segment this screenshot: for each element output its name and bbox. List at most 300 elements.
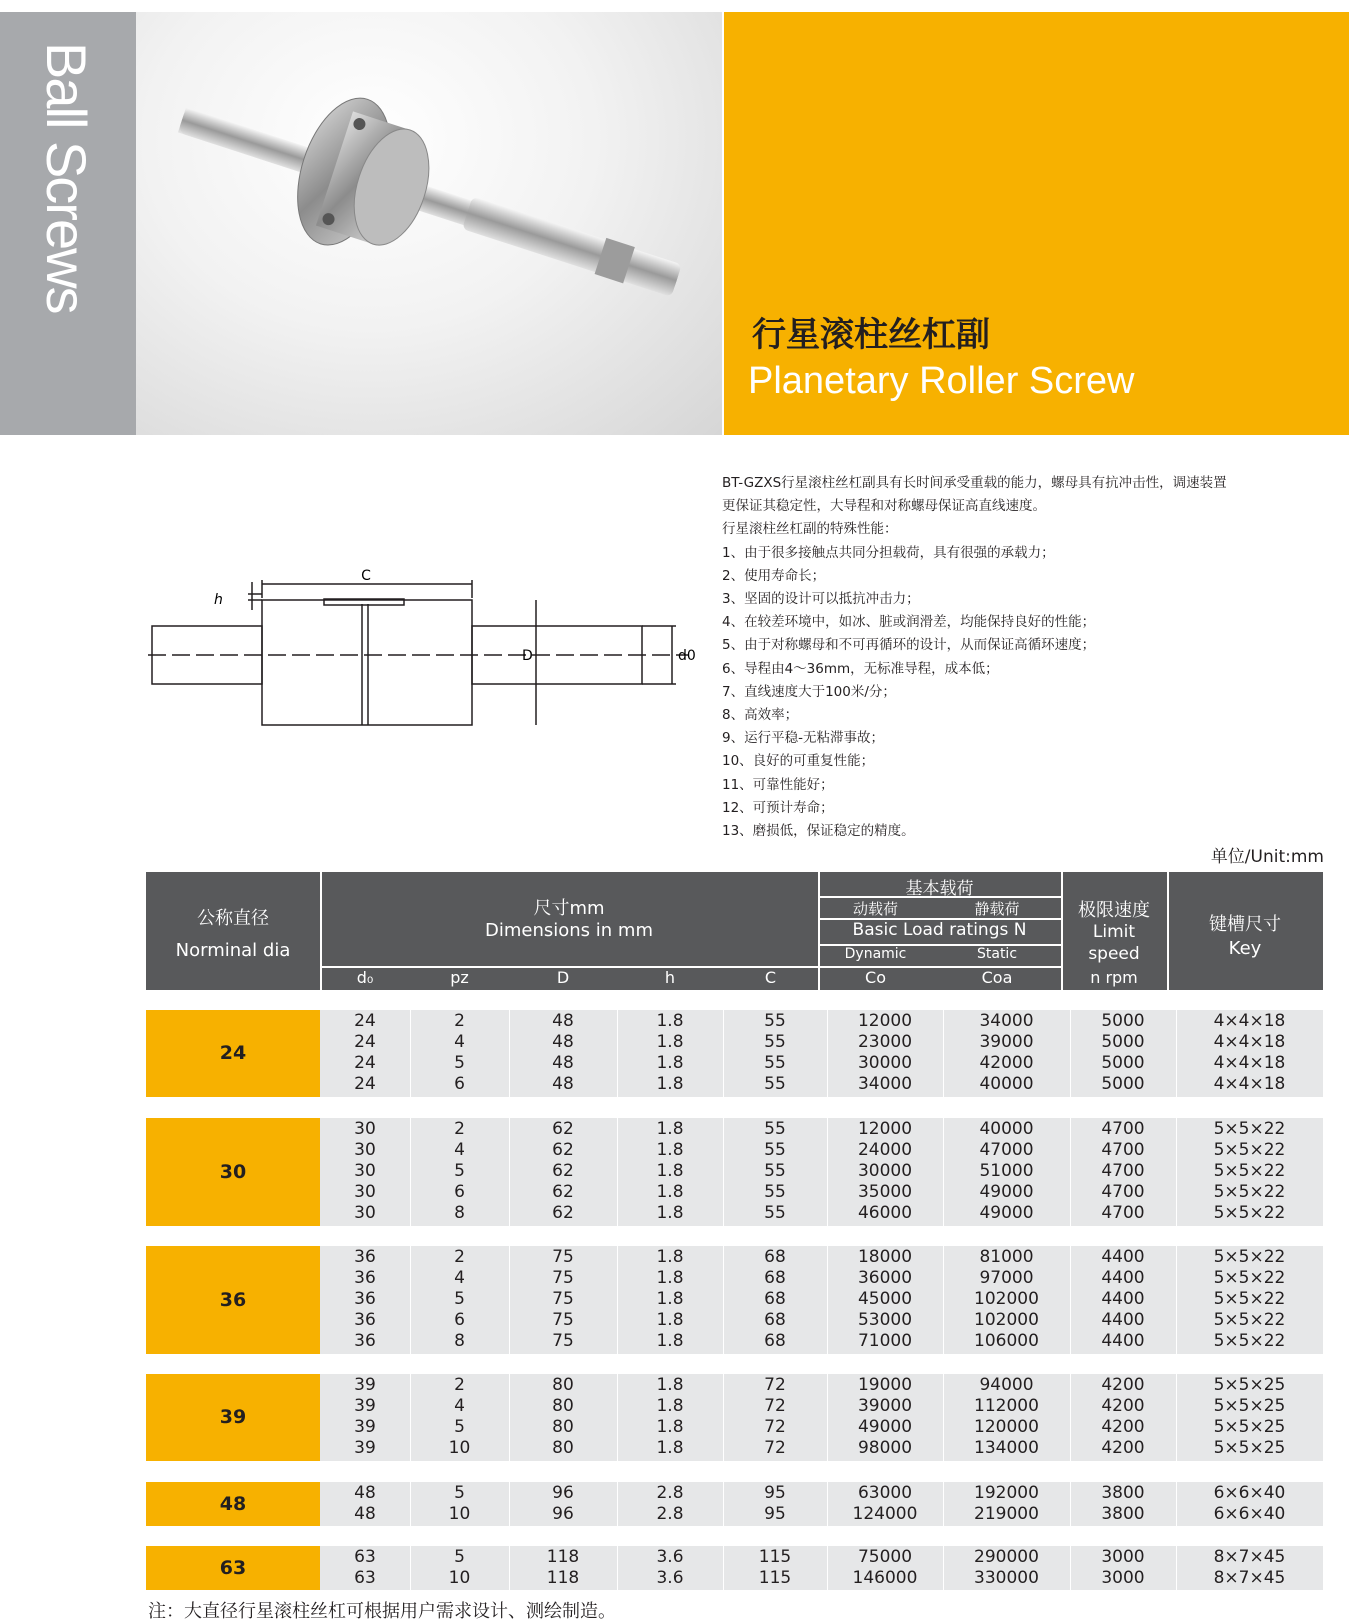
table-cell: 4 xyxy=(454,1139,465,1160)
table-row xyxy=(320,1288,1323,1309)
table-cell: 24 xyxy=(354,1031,376,1052)
column-divider xyxy=(410,1010,411,1097)
dim-label-h: h xyxy=(214,592,223,608)
table-cell: 290000 xyxy=(974,1546,1039,1567)
table-row xyxy=(320,1052,1323,1073)
table-cell: 51000 xyxy=(979,1160,1034,1181)
table-cell: 5000 xyxy=(1101,1074,1145,1095)
header-col-d0: d₀ xyxy=(356,968,374,987)
table-cell: 192000 xyxy=(974,1482,1039,1503)
column-divider xyxy=(410,1246,411,1354)
table-cell: 2 xyxy=(454,1246,465,1267)
dim-label-D: D xyxy=(522,648,533,664)
table-cell: 36 xyxy=(354,1288,376,1309)
header-col-Coa: Coa xyxy=(981,968,1013,987)
table-cell: 81000 xyxy=(979,1246,1034,1267)
table-row xyxy=(320,1310,1323,1331)
table-cell: 4400 xyxy=(1101,1267,1145,1288)
header-speed-en2: speed xyxy=(1088,944,1140,964)
column-divider xyxy=(943,1482,944,1526)
table-cell: 4200 xyxy=(1101,1395,1145,1416)
dim-label-d0: d0 xyxy=(678,648,696,664)
table-cell: 36 xyxy=(354,1246,376,1267)
table-cell: 30 xyxy=(354,1203,376,1224)
table-cell: 4400 xyxy=(1101,1288,1145,1309)
table-cell: 63 xyxy=(354,1567,376,1588)
table-cell: 62 xyxy=(552,1139,574,1160)
column-divider xyxy=(943,1010,944,1097)
column-divider xyxy=(1070,1118,1071,1226)
table-row xyxy=(320,1246,1323,1267)
column-divider xyxy=(617,1546,618,1590)
table-cell: 68 xyxy=(764,1246,786,1267)
table-cell: 1.8 xyxy=(656,1267,684,1288)
table-cell: 3.6 xyxy=(656,1546,684,1567)
table-group xyxy=(146,1010,1323,1097)
table-cell: 8×7×45 xyxy=(1213,1567,1286,1588)
column-divider xyxy=(1176,1118,1177,1226)
table-cell: 55 xyxy=(764,1139,786,1160)
header-key-cn: 键槽尺寸 xyxy=(1209,914,1281,935)
table-cell: 1.8 xyxy=(656,1246,684,1267)
table-cell: 24 xyxy=(354,1074,376,1095)
table-cell: 1.8 xyxy=(656,1010,684,1031)
table-cell: 5 xyxy=(454,1288,465,1309)
header-speed-cn: 极限速度 xyxy=(1078,900,1150,921)
table-cell: 5×5×22 xyxy=(1213,1267,1286,1288)
table-cell: 219000 xyxy=(974,1503,1039,1524)
table-row xyxy=(320,1438,1323,1459)
table-cell: 39 xyxy=(354,1395,376,1416)
description-line: 8、高效率； xyxy=(722,707,799,724)
table-cell: 5×5×22 xyxy=(1213,1246,1286,1267)
description-line: 11、可靠性能好； xyxy=(722,776,834,793)
table-cell: 30 xyxy=(354,1182,376,1203)
table-cell: 6×6×40 xyxy=(1213,1503,1286,1524)
table-cell: 118 xyxy=(546,1546,580,1567)
dimension-diagram xyxy=(148,568,708,740)
table-cell: 3800 xyxy=(1101,1503,1145,1524)
table-group xyxy=(146,1246,1323,1354)
table-cell: 95 xyxy=(764,1503,786,1524)
column-divider xyxy=(1176,1010,1177,1097)
table-cell: 23000 xyxy=(857,1031,913,1052)
table-cell: 36000 xyxy=(857,1267,913,1288)
table-cell: 95 xyxy=(764,1482,786,1503)
table-cell: 112000 xyxy=(974,1395,1039,1416)
table-cell: 115 xyxy=(758,1546,792,1567)
table-cell: 55 xyxy=(764,1052,786,1073)
table-cell: 2.8 xyxy=(656,1503,684,1524)
table-cell: 134000 xyxy=(974,1438,1039,1459)
column-divider xyxy=(943,1118,944,1226)
table-cell: 5 xyxy=(454,1052,465,1073)
description-line: 2、使用寿命长； xyxy=(722,567,826,584)
feature-description xyxy=(722,472,1352,843)
column-divider xyxy=(1070,1010,1071,1097)
table-cell: 68 xyxy=(764,1267,786,1288)
table-cell: 12000 xyxy=(857,1010,913,1031)
column-divider xyxy=(617,1374,618,1461)
header-speed-en1: Limit xyxy=(1092,922,1136,942)
table-cell: 3.6 xyxy=(656,1567,684,1588)
column-divider xyxy=(1070,1246,1071,1354)
column-divider xyxy=(509,1118,510,1226)
table-cell: 24 xyxy=(354,1052,376,1073)
column-divider xyxy=(723,1546,724,1590)
table-cell: 48 xyxy=(552,1010,574,1031)
description-line: 9、运行平稳-无粘滞事故； xyxy=(722,730,884,747)
table-group-rows xyxy=(320,1482,1323,1526)
table-cell: 106000 xyxy=(974,1331,1039,1352)
column-divider xyxy=(723,1374,724,1461)
table-row xyxy=(320,1267,1323,1288)
table-cell: 2.8 xyxy=(656,1482,684,1503)
table-cell: 118 xyxy=(546,1567,580,1588)
table-cell: 1.8 xyxy=(656,1160,684,1181)
header-dims-en: Dimensions in mm xyxy=(485,920,653,941)
column-divider xyxy=(943,1246,944,1354)
column-divider xyxy=(1070,1546,1071,1590)
column-divider xyxy=(827,1118,828,1226)
table-cell: 68 xyxy=(764,1310,786,1331)
table-cell: 4×4×18 xyxy=(1213,1031,1286,1052)
table-cell: 55 xyxy=(764,1118,786,1139)
table-cell: 40000 xyxy=(979,1118,1034,1139)
table-cell: 34000 xyxy=(979,1010,1034,1031)
table-cell: 19000 xyxy=(857,1374,913,1395)
table-cell: 5×5×22 xyxy=(1213,1160,1286,1181)
column-divider xyxy=(410,1374,411,1461)
product-title-panel xyxy=(724,12,1349,435)
table-cell: 34000 xyxy=(857,1074,913,1095)
header-dynamic-en: Dynamic xyxy=(844,946,907,962)
column-divider xyxy=(1176,1546,1177,1590)
table-cell: 4400 xyxy=(1101,1310,1145,1331)
header-static-cn: 静载荷 xyxy=(974,900,1020,918)
table-cell: 5 xyxy=(454,1546,465,1567)
table-cell: 96 xyxy=(552,1482,574,1503)
footnote: 注：大直径行星滚柱丝杠可根据用户需求设计、测绘制造。 xyxy=(148,1601,616,1622)
description-line: 12、可预计寿命； xyxy=(722,799,834,816)
table-group-rows xyxy=(320,1010,1323,1097)
nominal-dia-cell: 63 xyxy=(146,1546,320,1590)
table-cell: 6 xyxy=(454,1310,465,1331)
column-divider xyxy=(1070,1374,1071,1461)
table-cell: 102000 xyxy=(974,1310,1039,1331)
table-group-rows xyxy=(320,1546,1323,1590)
table-cell: 35000 xyxy=(857,1182,913,1203)
header-col-D: D xyxy=(556,968,570,987)
table-cell: 10 xyxy=(448,1567,471,1588)
header-load-en: Basic Load ratings N xyxy=(852,920,1027,940)
table-cell: 4200 xyxy=(1101,1438,1145,1459)
column-divider xyxy=(410,1118,411,1226)
table-cell: 75 xyxy=(552,1246,574,1267)
table-cell: 98000 xyxy=(857,1438,913,1459)
description-line: 行星滚柱丝杠副的特殊性能： xyxy=(722,521,898,538)
table-cell: 42000 xyxy=(979,1052,1034,1073)
description-line: 1、由于很多接触点共同分担载荷，具有很强的承载力； xyxy=(722,544,1055,561)
table-cell: 3000 xyxy=(1101,1567,1145,1588)
table-group-rows xyxy=(320,1118,1323,1226)
table-cell: 55 xyxy=(764,1182,786,1203)
section-tab-label: Ball Screws xyxy=(35,42,98,313)
table-cell: 4700 xyxy=(1101,1118,1145,1139)
table-cell: 45000 xyxy=(857,1288,913,1309)
table-cell: 1.8 xyxy=(656,1031,684,1052)
table-cell: 53000 xyxy=(857,1310,913,1331)
table-cell: 24000 xyxy=(857,1139,913,1160)
table-group-rows xyxy=(320,1246,1323,1354)
table-cell: 8×7×45 xyxy=(1213,1546,1286,1567)
column-divider xyxy=(827,1010,828,1097)
table-cell: 5×5×22 xyxy=(1213,1288,1286,1309)
table-cell: 1.8 xyxy=(656,1139,684,1160)
table-cell: 39000 xyxy=(979,1031,1034,1052)
table-cell: 24 xyxy=(354,1010,376,1031)
header-col-C: C xyxy=(764,968,777,987)
column-divider xyxy=(410,1546,411,1590)
table-cell: 5×5×25 xyxy=(1213,1374,1286,1395)
column-divider xyxy=(617,1118,618,1226)
table-row xyxy=(320,1074,1323,1095)
column-divider xyxy=(617,1246,618,1354)
nominal-dia-cell: 39 xyxy=(146,1374,320,1461)
description-line: 更保证其稳定性，大导程和对称螺母保证高直线速度。 xyxy=(722,498,1046,515)
table-cell: 72 xyxy=(764,1416,786,1437)
column-divider xyxy=(827,1546,828,1590)
nut-section-drawing xyxy=(148,568,708,740)
table-cell: 62 xyxy=(552,1182,574,1203)
header-key-en: Key xyxy=(1228,938,1262,959)
table-cell: 48 xyxy=(354,1503,376,1524)
table-row xyxy=(320,1118,1323,1139)
product-title-cn: 行星滚柱丝杠副 xyxy=(752,315,990,355)
header-load-cn: 基本载荷 xyxy=(905,879,974,899)
dim-label-c: C xyxy=(361,568,371,584)
header-col-Co: Co xyxy=(865,968,886,987)
table-header xyxy=(146,872,1323,990)
table-cell: 63000 xyxy=(857,1482,913,1503)
column-divider xyxy=(509,1546,510,1590)
table-cell: 5000 xyxy=(1101,1010,1145,1031)
column-divider xyxy=(1176,1374,1177,1461)
table-cell: 3000 xyxy=(1101,1546,1145,1567)
table-cell: 4700 xyxy=(1101,1203,1145,1224)
table-row xyxy=(320,1546,1323,1567)
table-cell: 55 xyxy=(764,1074,786,1095)
table-row xyxy=(320,1482,1323,1503)
table-group xyxy=(146,1374,1323,1461)
table-cell: 36 xyxy=(354,1331,376,1352)
product-photo xyxy=(136,12,722,435)
header-col-pz: pz xyxy=(450,968,469,987)
nominal-dia-cell: 36 xyxy=(146,1246,320,1354)
column-divider xyxy=(410,1482,411,1526)
table-row xyxy=(320,1395,1323,1416)
table-row xyxy=(320,1203,1323,1224)
table-cell: 55 xyxy=(764,1160,786,1181)
column-divider xyxy=(509,1374,510,1461)
table-cell: 2 xyxy=(454,1374,465,1395)
table-cell: 4×4×18 xyxy=(1213,1052,1286,1073)
table-cell: 1.8 xyxy=(656,1074,684,1095)
table-cell: 5×5×22 xyxy=(1213,1203,1286,1224)
table-row xyxy=(320,1567,1323,1588)
table-cell: 48 xyxy=(552,1031,574,1052)
header-dynamic-cn: 动载荷 xyxy=(852,900,898,918)
table-cell: 39000 xyxy=(857,1395,913,1416)
table-cell: 62 xyxy=(552,1118,574,1139)
table-cell: 75 xyxy=(552,1331,574,1352)
description-line: 5、由于对称螺母和不可再循环的设计，从而保证高循环速度； xyxy=(722,637,1096,654)
table-group xyxy=(146,1482,1323,1526)
table-cell: 1.8 xyxy=(656,1118,684,1139)
table-cell: 47000 xyxy=(979,1139,1034,1160)
column-divider xyxy=(617,1010,618,1097)
table-cell: 4 xyxy=(454,1267,465,1288)
table-cell: 4400 xyxy=(1101,1331,1145,1352)
description-line: 6、导程由4～36mm，无标准导程，成本低； xyxy=(722,660,999,677)
table-cell: 4200 xyxy=(1101,1416,1145,1437)
table-cell: 4700 xyxy=(1101,1139,1145,1160)
table-cell: 1.8 xyxy=(656,1310,684,1331)
table-cell: 4700 xyxy=(1101,1160,1145,1181)
column-divider xyxy=(723,1482,724,1526)
nominal-dia-cell: 30 xyxy=(146,1118,320,1226)
table-cell: 62 xyxy=(552,1203,574,1224)
column-divider xyxy=(827,1246,828,1354)
table-cell: 30 xyxy=(354,1118,376,1139)
header-speed-unit: n rpm xyxy=(1090,968,1138,987)
table-cell: 94000 xyxy=(979,1374,1034,1395)
table-cell: 5×5×22 xyxy=(1213,1310,1286,1331)
table-cell: 49000 xyxy=(979,1182,1034,1203)
table-cell: 49000 xyxy=(857,1416,913,1437)
table-cell: 5 xyxy=(454,1482,465,1503)
table-cell: 63 xyxy=(354,1546,376,1567)
table-cell: 1.8 xyxy=(656,1395,684,1416)
table-row xyxy=(320,1139,1323,1160)
header-col-h: h xyxy=(664,968,676,987)
table-cell: 5×5×25 xyxy=(1213,1416,1286,1437)
table-cell: 48 xyxy=(552,1052,574,1073)
column-divider xyxy=(827,1482,828,1526)
table-cell: 4×4×18 xyxy=(1213,1074,1286,1095)
table-cell: 1.8 xyxy=(656,1374,684,1395)
table-cell: 1.8 xyxy=(656,1416,684,1437)
table-cell: 8 xyxy=(454,1331,465,1352)
table-cell: 12000 xyxy=(857,1118,913,1139)
table-cell: 3800 xyxy=(1101,1482,1145,1503)
table-cell: 4 xyxy=(454,1395,465,1416)
header-static-en: Static xyxy=(976,946,1018,962)
table-cell: 5×5×25 xyxy=(1213,1438,1286,1459)
column-divider xyxy=(943,1546,944,1590)
column-divider xyxy=(509,1010,510,1097)
column-divider xyxy=(723,1010,724,1097)
unit-label: 单位/Unit:mm xyxy=(1210,847,1324,867)
table-cell: 55 xyxy=(764,1031,786,1052)
table-cell: 80 xyxy=(552,1395,574,1416)
description-line: BT-GZXS行星滚柱丝杠副具有长时间承受重载的能力，螺母具有抗冲击性，调速装置 xyxy=(722,475,1227,491)
table-cell: 46000 xyxy=(857,1203,913,1224)
table-cell: 80 xyxy=(552,1374,574,1395)
table-row xyxy=(320,1010,1323,1031)
table-cell: 30000 xyxy=(857,1160,913,1181)
table-cell: 6 xyxy=(454,1182,465,1203)
table-cell: 5000 xyxy=(1101,1052,1145,1073)
product-title-en: Planetary Roller Screw xyxy=(748,360,1135,402)
table-cell: 124000 xyxy=(852,1503,918,1524)
table-cell: 30 xyxy=(354,1160,376,1181)
table-cell: 102000 xyxy=(974,1288,1039,1309)
table-cell: 62 xyxy=(552,1160,574,1181)
table-cell: 115 xyxy=(758,1567,792,1588)
table-row xyxy=(320,1416,1323,1437)
table-cell: 72 xyxy=(764,1374,786,1395)
table-cell: 4200 xyxy=(1101,1374,1145,1395)
description-line: 10、良好的可重复性能； xyxy=(722,753,875,770)
column-divider xyxy=(617,1482,618,1526)
nominal-dia-cell: 24 xyxy=(146,1010,320,1097)
table-cell: 5×5×22 xyxy=(1213,1139,1286,1160)
table-cell: 1.8 xyxy=(656,1203,684,1224)
table-cell: 10 xyxy=(448,1438,471,1459)
table-cell: 2 xyxy=(454,1010,465,1031)
table-cell: 146000 xyxy=(852,1567,918,1588)
table-cell: 1.8 xyxy=(656,1438,684,1459)
column-divider xyxy=(827,1374,828,1461)
table-cell: 5×5×25 xyxy=(1213,1395,1286,1416)
table-cell: 75 xyxy=(552,1288,574,1309)
table-cell: 48 xyxy=(354,1482,376,1503)
table-cell: 6 xyxy=(454,1074,465,1095)
table-cell: 97000 xyxy=(979,1267,1034,1288)
table-cell: 30 xyxy=(354,1139,376,1160)
table-cell: 4 xyxy=(454,1031,465,1052)
table-group xyxy=(146,1546,1323,1590)
header-nominal-cn: 公称直径 xyxy=(197,908,269,929)
column-divider xyxy=(723,1118,724,1226)
table-cell: 6×6×40 xyxy=(1213,1482,1286,1503)
table-row xyxy=(320,1031,1323,1052)
table-cell: 5 xyxy=(454,1416,465,1437)
table-cell: 2 xyxy=(454,1118,465,1139)
table-cell: 72 xyxy=(764,1395,786,1416)
section-tab xyxy=(0,12,136,435)
table-cell: 55 xyxy=(764,1010,786,1031)
table-cell: 1.8 xyxy=(656,1182,684,1203)
header-dims-cn: 尺寸mm xyxy=(533,898,605,919)
table-row xyxy=(320,1182,1323,1203)
column-divider xyxy=(943,1374,944,1461)
table-cell: 39 xyxy=(354,1416,376,1437)
table-cell: 96 xyxy=(552,1503,574,1524)
table-cell: 40000 xyxy=(979,1074,1034,1095)
table-cell: 1.8 xyxy=(656,1331,684,1352)
table-row xyxy=(320,1331,1323,1352)
table-cell: 4×4×18 xyxy=(1213,1010,1286,1031)
table-cell: 4400 xyxy=(1101,1246,1145,1267)
table-cell: 330000 xyxy=(974,1567,1039,1588)
table-group-rows xyxy=(320,1374,1323,1461)
table-cell: 8 xyxy=(454,1203,465,1224)
table-cell: 1.8 xyxy=(656,1288,684,1309)
column-divider xyxy=(723,1246,724,1354)
table-row xyxy=(320,1160,1323,1181)
